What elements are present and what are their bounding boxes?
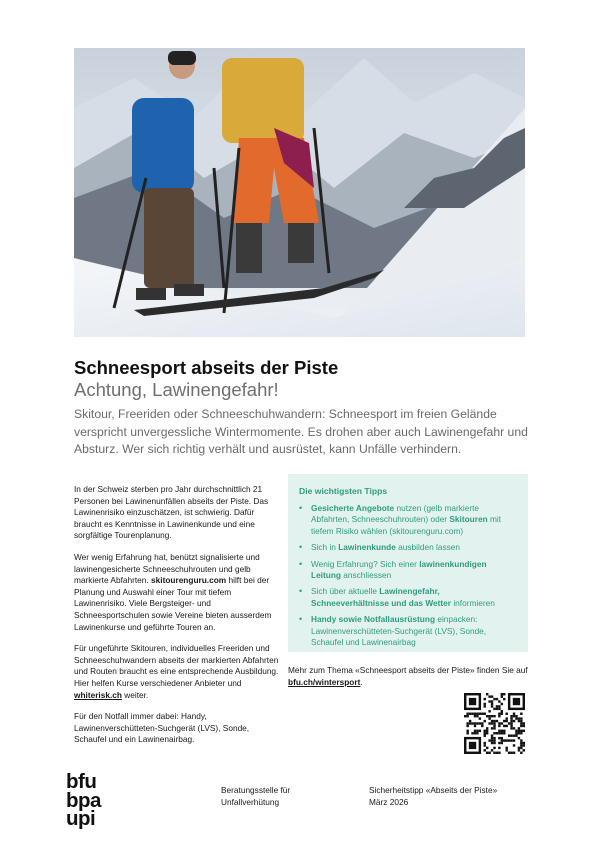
tip-text: informieren [453,597,495,608]
paragraph-training [74,643,279,701]
hero-photo-skitourers [74,48,525,337]
tip-bold: Lawinengefahr, Schneeverhältnisse und das Wetter [311,586,452,608]
more-info [288,665,528,688]
tip-item [299,542,518,553]
paragraph-statistics: In der Schweiz sterben pro Jahr durchschnittlich 21 Personen bei Lawinenunfällen abseits der Piste. Das Lawinenrisiko einzuschätzen, ist schwierig. Dafür braucht es Kenntnisse in Lawinenkunde und eine sorgfältige Tourenplanung. [74,484,269,541]
footer-line: März 2026 [369,796,409,807]
logo-line: bfu [66,770,97,793]
tip-bold: Handy sowie Notfallausrüstung [311,614,436,625]
link-skitourenguru[interactable]: skitourenguru.com [151,575,227,586]
tip-bold: lawinenkundigen Leitung [311,558,487,581]
tips-list [299,503,518,648]
logo-line: bpa [66,788,101,812]
tip-item [299,614,518,648]
bullet-icon: • [299,586,303,597]
text: weiter. [124,689,149,700]
tip-text: Wenig Erfahrung? Sich einer [311,558,417,569]
tip-bold: Gesicherte Angebote [311,503,395,513]
page-subtitle: Achtung, Lawinengefahr! [74,379,279,400]
footer-line: Unfallverhütung [221,796,280,807]
tips-title: Die wichtigsten Tipps [299,486,388,496]
paragraph-emergency: Für den Notfall immer dabei: Handy, Lawinenverschütteten-Suchgerät (LVS), Sonde, Schaufel und ein Lawinenairbag. [74,711,250,745]
text: hilft bei der Planung und Auswahl einer Tour mit tiefem Lawinenrisiko. Viele Bergsteiger- und Schneesportschulen sowie Vereine bieten ausserdem Lawinenkurse und geführte Touren an. [74,575,272,632]
page-title: Schneesport abseits der Piste [74,357,339,378]
footer-document-info [369,785,529,808]
body-text-column [74,484,279,756]
tip-text: ausbilden lassen [398,542,460,553]
tip-text: mit tiefem Risiko wählen (skitourenguru.com) [311,514,502,536]
bullet-icon: • [299,503,303,513]
link-whiterisk[interactable]: whiterisk.ch [74,689,122,700]
bullet-icon: • [299,558,303,569]
bullet-icon: • [299,542,303,553]
lead-paragraph: Skitour, Freeriden oder Schneeschuhwandern: Schneesport im freien Gelände verspricht unvergessliche Wintermomente. Es drohen aber auch Lawinengefahr und Absturz. Wer sich richtig verhält und ausrüstet, kann Unfälle verhindern. [74,407,528,456]
footer-line: Beratungsstelle für [221,785,291,795]
qr-code-icon[interactable] [464,693,525,754]
link-bfu-wintersport[interactable]: bfu.ch/wintersport [288,676,361,687]
bullet-icon: • [299,614,303,625]
footer-line: Sicherheitstipp «Abseits der Piste» [369,785,498,795]
text: Für ungeführte Skitouren, individuelles Freeriden und Schneeschuhwandern abseits der markierten Abfahrten und Routen braucht es eine entsprechende Ausbildung. Hier helfen Kurse verschiedener Anbieter und [74,643,279,688]
bfu-logo [66,770,136,830]
tip-bold: Lawinenkunde [338,542,396,553]
logo-line: upi [66,807,96,830]
footer-organisation [221,785,341,808]
paragraph-experience [74,552,279,633]
tip-item [299,559,518,582]
more-text: Mehr zum Thema «Schneesport abseits der Piste» finden Sie auf [288,665,528,675]
tip-item [299,503,518,537]
tip-bold: Skitouren [449,514,488,525]
tip-text: nutzen (gelb markierte Abfahrten, Schneeschuhrouten) oder [311,503,480,525]
tip-text: Sich über aktuelle [311,586,377,597]
tips-box [288,474,528,652]
more-end: . [360,676,363,687]
tip-text: anschliessen [343,570,392,581]
tip-item [299,586,518,609]
tip-text: Sich in [311,542,336,553]
tip-text: einpacken: Lawinenverschütteten-Suchgerät (LVS), Sonde, Schaufel und Lawinenairbag [311,614,487,648]
text: Wer wenig Erfahrung hat, benützt signalisierte und lawinengesicherte Schneeschuhrouten und gelb markierte Abfahrten. [74,551,260,586]
